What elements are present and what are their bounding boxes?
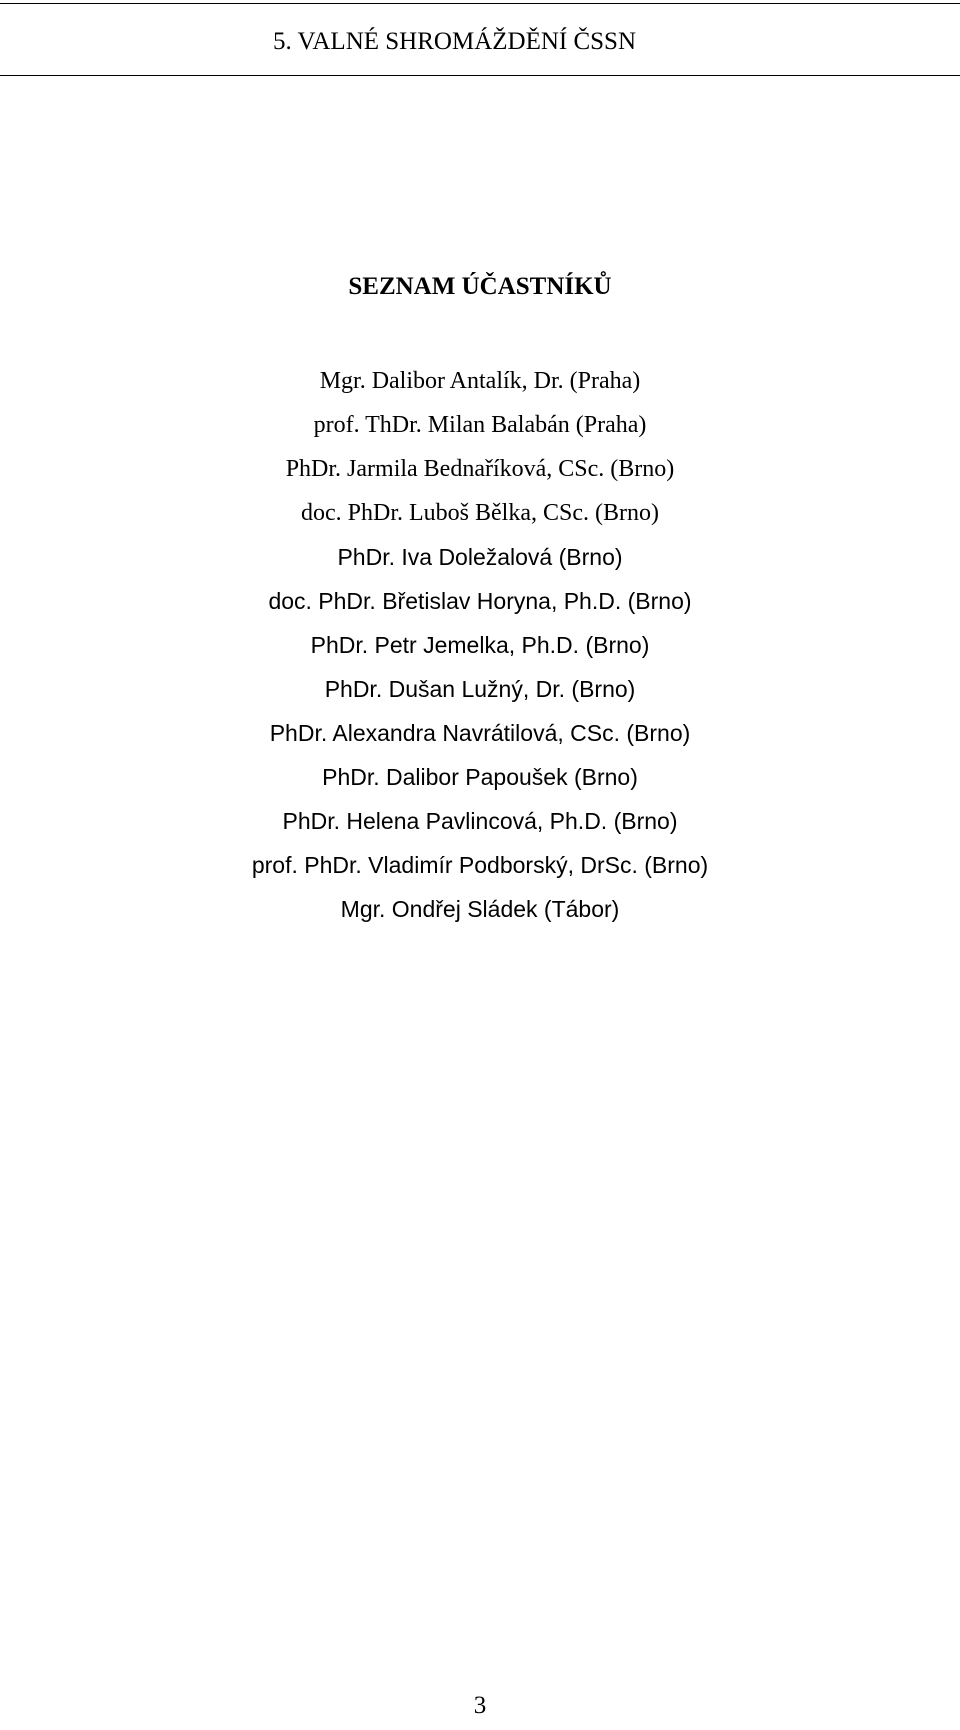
participant-item: PhDr. Dalibor Papoušek (Brno): [322, 764, 638, 790]
participant-list: [0, 359, 960, 931]
participant-item: PhDr. Iva Doležalová (Brno): [337, 544, 623, 570]
participant-item: PhDr. Alexandra Navrátilová, CSc. (Brno): [269, 720, 691, 746]
page-number: 3: [473, 1692, 487, 1719]
participant-item: Mgr. Ondřej Sládek (Tábor): [340, 896, 620, 922]
participant-item: PhDr. Jarmila Bednaříková, CSc. (Brno): [285, 456, 675, 482]
participant-item: doc. PhDr. Břetislav Horyna, Ph.D. (Brno): [268, 588, 692, 614]
participant-item: PhDr. Petr Jemelka, Ph.D. (Brno): [310, 632, 650, 658]
page-header-title: 5. VALNÉ SHROMÁŽDĚNÍ ČSSN: [273, 28, 637, 55]
participant-item: Mgr. Dalibor Antalík, Dr. (Praha): [319, 368, 641, 394]
participant-item: prof. PhDr. Vladimír Podborský, DrSc. (Brno): [251, 852, 709, 878]
participant-item: PhDr. Helena Pavlincová, Ph.D. (Brno): [282, 808, 678, 834]
section-title: SEZNAM ÚČASTNÍKŮ: [348, 273, 612, 300]
header-bottom-rule: [0, 75, 960, 76]
participant-item: prof. ThDr. Milan Balabán (Praha): [313, 412, 647, 438]
participant-item: PhDr. Dušan Lužný, Dr. (Brno): [324, 676, 636, 702]
header-top-rule: [0, 3, 960, 4]
participant-item: doc. PhDr. Luboš Bělka, CSc. (Brno): [301, 500, 659, 526]
